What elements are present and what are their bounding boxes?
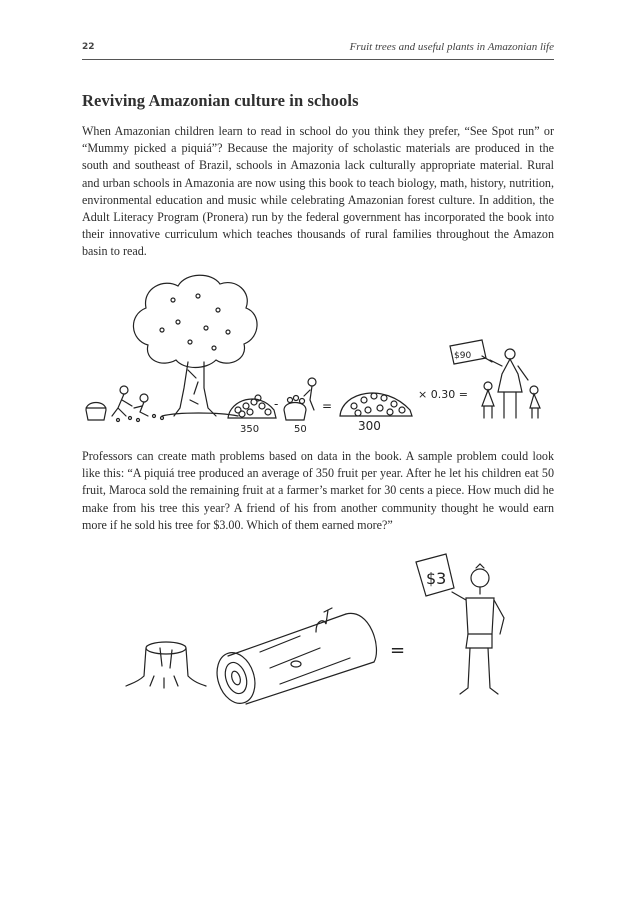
running-title: Fruit trees and useful plants in Amazonian life bbox=[349, 41, 554, 53]
page-number: 22 bbox=[82, 42, 95, 52]
children-gathering-drawing bbox=[86, 386, 164, 422]
section-title: Reviving Amazonian culture in schools bbox=[82, 91, 359, 110]
fruit-pile-300-drawing bbox=[340, 393, 412, 416]
money-sign-text-2: $3 bbox=[426, 569, 447, 588]
paragraph-math-problem: Professors can create math problems based on data in the book. A sample problem could look like this: “A piquiá tree produced an average of 350 fruit per year. After he let his children eat 50 fruit, Maroca sold the remaining fruit at a farmer’s market for 30 cents a piece. How much did he make from his tree this year? A friend of his from another community thought he would earn more if he sold his tree for $3.00. Which of them earned more?” bbox=[82, 449, 554, 532]
tree-sale-illustration bbox=[120, 548, 520, 708]
label-equals-2: = bbox=[390, 640, 406, 661]
label-300: 300 bbox=[358, 419, 381, 433]
fruit-pile-350-drawing bbox=[228, 395, 279, 418]
tree-stump-drawing bbox=[126, 642, 206, 688]
label-equals: = bbox=[322, 399, 333, 413]
label-50: 50 bbox=[294, 424, 307, 435]
paragraph-intro: When Amazonian children learn to read in school do you think they prefer, “See Spot run” or “Mummy picked a piquiá”? Because the majority of scholastic materials are produced in the south and southeast of Brazil, schools in Amazonia lack culturally appropriate material. Rural and urban schools in Amazonia are now using this book to teach biology, math, history, nutrition, environmental education and music while celebrating Amazonian forest culture. In addition, the Adult Literacy Program (Pronera) run by the federal government has incorporated the book into their innovative curriculum which teaches thousands of rural families throughout the Amazon basin to read. bbox=[82, 124, 554, 259]
money-sign-text: $90 bbox=[454, 351, 472, 361]
label-multiply: × 0.30 = bbox=[418, 388, 468, 401]
label-350: 350 bbox=[240, 424, 260, 435]
man-with-money-drawing bbox=[416, 554, 504, 694]
basket-50-drawing bbox=[284, 378, 316, 420]
piquia-tree-drawing bbox=[133, 275, 257, 416]
piquia-math-illustration bbox=[78, 270, 558, 440]
header-rule bbox=[82, 59, 554, 60]
log-drawing bbox=[211, 608, 377, 708]
label-minus: - bbox=[274, 397, 279, 411]
page-header bbox=[82, 40, 554, 56]
